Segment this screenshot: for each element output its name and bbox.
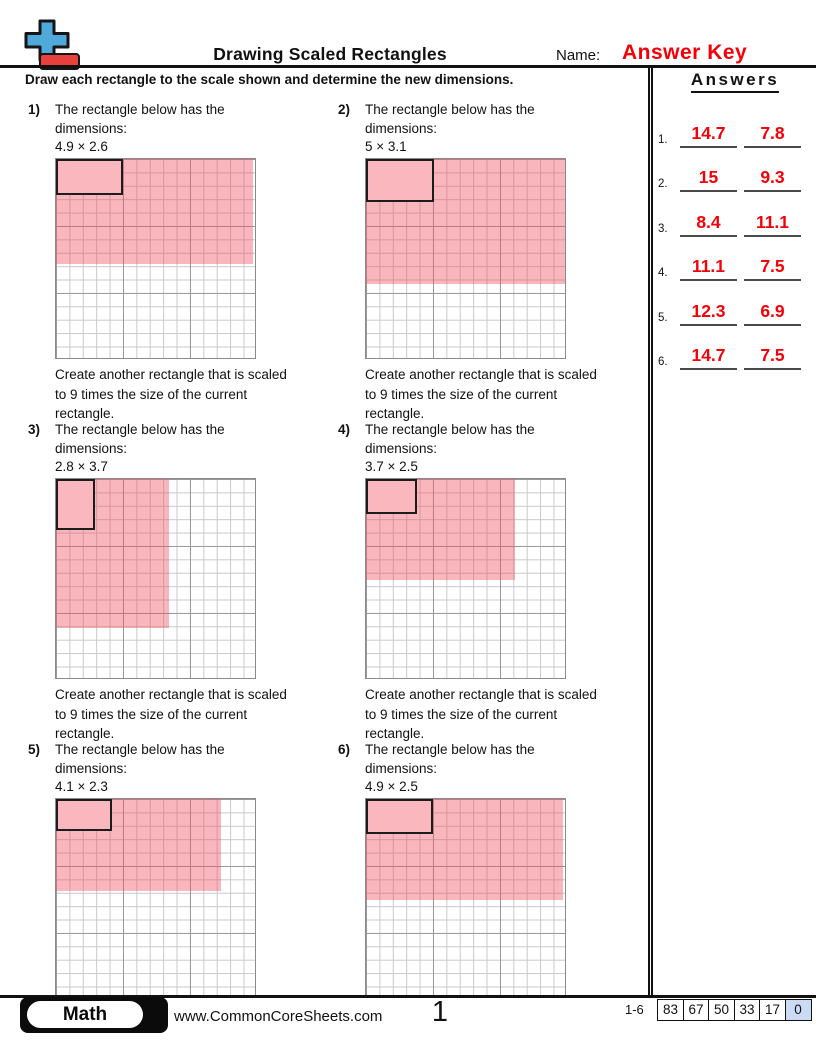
instruction-text: Draw each rectangle to the scale shown and determine the new dimensions.	[25, 72, 514, 87]
problem-number: 4)	[338, 422, 351, 437]
problem-number: 5)	[28, 742, 41, 757]
drawing-grid	[365, 158, 566, 359]
problem-dimensions: 3.7 × 2.5	[365, 459, 418, 474]
answer-row	[656, 103, 814, 148]
header-divider	[0, 65, 816, 68]
answer-value-width: 11.1	[680, 256, 737, 281]
scale-instruction: Create another rectangle that is scaled to 9 times the size of the current rectangle.	[365, 367, 597, 421]
drawing-grid	[365, 798, 566, 996]
problem-number: 2)	[338, 102, 351, 117]
answer-value-width: 8.4	[680, 212, 737, 237]
scale-instruction: Create another rectangle that is scaled to 9 times the size of the current rectangle.	[55, 687, 287, 741]
subject-badge	[20, 997, 168, 1033]
score-cell: 0	[785, 999, 812, 1021]
problem-dimensions: 4.9 × 2.5	[365, 779, 418, 794]
answer-value-width: 14.7	[680, 123, 737, 148]
problem-prompt: The rectangle below has the dimensions:	[365, 102, 535, 136]
original-rectangle	[366, 159, 434, 202]
answer-number: 3.	[658, 222, 668, 235]
score-table	[657, 999, 812, 1021]
drawing-grid	[55, 478, 256, 679]
problem-dimensions: 2.8 × 3.7	[55, 459, 108, 474]
answer-row	[656, 281, 814, 326]
page-title: Drawing Scaled Rectangles	[213, 44, 447, 64]
score-range-label: 1-6	[625, 1002, 644, 1017]
problem-block	[338, 420, 638, 744]
original-rectangle	[56, 159, 123, 195]
answer-number: 4.	[658, 267, 668, 279]
problem-prompt: The rectangle below has the dimensions:	[55, 742, 225, 776]
problem-dimensions: 4.9 × 2.6	[55, 139, 108, 154]
answer-value-height: 7.5	[744, 345, 801, 370]
answer-value-width: 12.3	[680, 301, 737, 326]
problem-block	[338, 100, 638, 424]
website-url: www.CommonCoreSheets.com	[174, 1008, 383, 1025]
answer-row	[656, 326, 814, 371]
original-rectangle	[366, 799, 433, 834]
answer-value-height: 6.9	[744, 301, 801, 326]
answer-value-height: 9.3	[744, 167, 801, 192]
problem-block	[28, 740, 328, 996]
problem-block	[28, 100, 328, 424]
answer-value-width: 15	[680, 167, 737, 192]
score-cell: 83	[657, 999, 684, 1021]
problem-number: 1)	[28, 102, 41, 117]
answer-value-height: 11.1	[744, 212, 801, 237]
answer-row	[656, 192, 814, 237]
score-cell: 17	[759, 999, 786, 1021]
drawing-grid	[55, 158, 256, 359]
page-number: 1	[431, 996, 449, 1028]
answer-number: 1.	[658, 133, 668, 146]
problem-prompt: The rectangle below has the dimensions:	[55, 102, 225, 136]
problem-prompt: The rectangle below has the dimensions:	[365, 422, 535, 456]
problem-prompt: The rectangle below has the dimensions:	[55, 422, 225, 456]
answers-divider	[648, 68, 653, 996]
scale-instruction: Create another rectangle that is scaled to 9 times the size of the current rectangle.	[365, 687, 597, 741]
problem-block	[338, 740, 638, 996]
problem-number: 6)	[338, 742, 351, 757]
drawing-grid	[365, 478, 566, 679]
answers-column	[656, 70, 814, 370]
answer-row	[656, 237, 814, 282]
problem-prompt: The rectangle below has the dimensions:	[365, 742, 535, 776]
answers-title: Answers	[691, 70, 779, 93]
name-label: Name:	[556, 47, 601, 64]
original-rectangle	[56, 479, 95, 530]
problem-dimensions: 4.1 × 2.3	[55, 779, 108, 794]
problem-number: 3)	[28, 422, 41, 437]
scale-instruction: Create another rectangle that is scaled to 9 times the size of the current rectangle.	[55, 367, 287, 421]
score-cell: 67	[683, 999, 710, 1021]
score-cell: 33	[734, 999, 761, 1021]
answer-row	[656, 148, 814, 193]
answer-number: 6.	[658, 356, 668, 368]
answers-list	[656, 103, 814, 370]
answer-value-width: 14.7	[680, 345, 737, 370]
name-value: Answer Key	[622, 41, 748, 64]
score-cell: 50	[708, 999, 735, 1021]
answer-value-height: 7.8	[744, 123, 801, 148]
answer-number: 2.	[658, 178, 668, 190]
answer-value-height: 7.5	[744, 256, 801, 281]
problem-dimensions: 5 × 3.1	[365, 139, 407, 154]
original-rectangle	[366, 479, 417, 514]
problem-block	[28, 420, 328, 744]
subject-label: Math	[27, 1001, 143, 1028]
original-rectangle	[56, 799, 112, 831]
drawing-grid	[55, 798, 256, 996]
answer-number: 5.	[658, 311, 668, 324]
